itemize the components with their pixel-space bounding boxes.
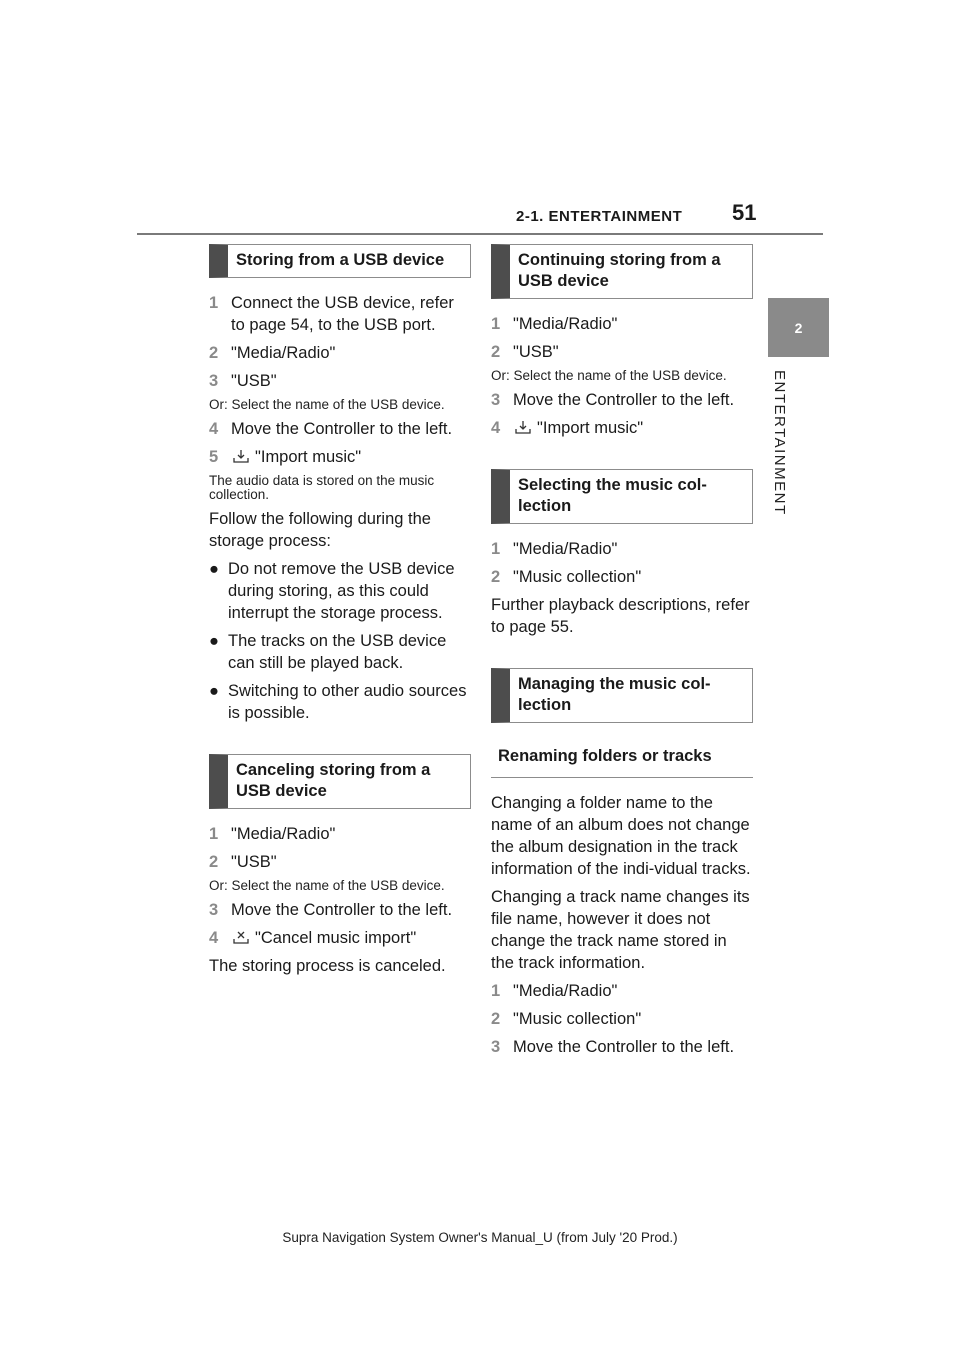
step	[209, 899, 471, 921]
chapter-label: ENTERTAINMENT	[771, 370, 788, 516]
step	[209, 292, 471, 336]
step-text: "Import music"	[537, 419, 644, 437]
step	[491, 341, 753, 363]
header-rule	[137, 233, 823, 235]
section-heading-continuing: Continuing storing from a USB device	[491, 244, 753, 299]
paragraph: Further playback descriptions, refer to page 55.	[491, 596, 750, 636]
paragraph: Changing a track name changes its file name, however it does not change the track name stored in the track information.	[491, 888, 750, 972]
step	[209, 823, 471, 845]
step-number: 2	[491, 343, 501, 361]
step-text-with-icon	[513, 417, 753, 439]
step-number: 2	[209, 344, 219, 362]
step	[209, 418, 471, 440]
step-text: "Media/Radio"	[513, 982, 618, 1000]
usb-import-icon	[233, 449, 249, 463]
page-footer: Supra Navigation System Owner's Manual_U (from July '20 Prod.)	[282, 1230, 678, 1245]
note: Or: Select the name of the USB device.	[209, 397, 445, 412]
step	[209, 851, 471, 873]
step-text-with-icon	[231, 446, 471, 468]
step-number: 1	[491, 982, 501, 1000]
chapter-number: 2	[794, 319, 803, 336]
step	[491, 566, 753, 588]
usb-cancel-icon	[233, 930, 249, 944]
chapter-tab	[768, 298, 829, 357]
note: Or: Select the name of the USB device.	[491, 368, 727, 383]
bullet-dot: ●	[209, 632, 219, 650]
step	[209, 927, 471, 949]
section-heading-canceling: Canceling storing from a USB device	[209, 754, 471, 809]
step-text: "Media/Radio"	[231, 825, 336, 843]
step-text: "Media/Radio"	[513, 315, 618, 333]
bullet-item	[209, 680, 471, 724]
note: Or: Select the name of the USB device.	[209, 878, 445, 893]
step-text: "Import music"	[255, 448, 362, 466]
step	[491, 417, 753, 439]
step-text-with-icon	[231, 927, 471, 949]
step	[491, 538, 753, 560]
step-text: Connect the USB device, refer to page 54, to the USB port.	[231, 294, 454, 334]
step-number: 3	[491, 1038, 501, 1056]
step	[491, 389, 753, 411]
step	[209, 370, 471, 392]
step-number: 4	[209, 420, 219, 438]
section-heading-storing: Storing from a USB device	[209, 244, 471, 278]
step	[491, 1036, 753, 1058]
step-text: "Music collection"	[513, 1010, 642, 1028]
step	[209, 342, 471, 364]
step	[491, 313, 753, 335]
section-heading-managing: Managing the music col-lection	[491, 668, 753, 723]
step-text: "Cancel music import"	[255, 929, 417, 947]
step-text: "Media/Radio"	[513, 540, 618, 558]
page-number: 51	[732, 200, 757, 225]
step-number: 4	[209, 929, 219, 947]
step-number: 3	[491, 391, 501, 409]
step-number: 1	[209, 294, 219, 312]
step-text: "USB"	[231, 853, 277, 871]
page-header-title: 2-1. ENTERTAINMENT	[516, 208, 683, 225]
step-text: "Media/Radio"	[231, 344, 336, 362]
step-number: 2	[209, 853, 219, 871]
bullet-item	[209, 558, 471, 624]
step-number: 4	[491, 419, 501, 437]
bullet-item	[209, 630, 471, 674]
step-text: Move the Controller to the left.	[231, 420, 453, 438]
step-text: "USB"	[513, 343, 559, 361]
step-number: 2	[491, 568, 501, 586]
step	[491, 1008, 753, 1030]
paragraph: The storing process is canceled.	[209, 957, 446, 975]
step-text: Move the Controller to the left.	[513, 1038, 735, 1056]
step-text: Move the Controller to the left.	[513, 391, 735, 409]
bullet-dot: ●	[209, 560, 219, 578]
step-text: "USB"	[231, 372, 277, 390]
step-text: Move the Controller to the left.	[231, 901, 453, 919]
step-number: 1	[491, 540, 501, 558]
bullet-text: Switching to other audio sources is possible.	[228, 682, 467, 722]
step-number: 1	[209, 825, 219, 843]
paragraph: Follow the following during the storage process:	[209, 510, 431, 550]
usb-import-icon	[515, 420, 531, 434]
step-number: 5	[209, 448, 219, 466]
bullet-dot: ●	[209, 682, 219, 700]
step	[209, 446, 471, 468]
step-number: 3	[209, 372, 219, 390]
left-column	[209, 244, 471, 983]
right-column	[491, 244, 753, 1064]
paragraph: Changing a folder name to the name of an album does not change the album designation in the track information of the indi-vidual tracks.	[491, 794, 751, 878]
bullet-text: Do not remove the USB device during storing, as this could interrupt the storage process.	[228, 560, 455, 622]
step-number: 1	[491, 315, 501, 333]
step-text: "Music collection"	[513, 568, 642, 586]
note: The audio data is stored on the music collection.	[209, 473, 435, 502]
step-number: 3	[209, 901, 219, 919]
bullet-text: The tracks on the USB device can still be played back.	[228, 632, 447, 672]
step	[491, 980, 753, 1002]
section-heading-selecting: Selecting the music col-lection	[491, 469, 753, 524]
step-number: 2	[491, 1010, 501, 1028]
sub-heading-renaming: Renaming folders or tracks	[491, 737, 753, 778]
